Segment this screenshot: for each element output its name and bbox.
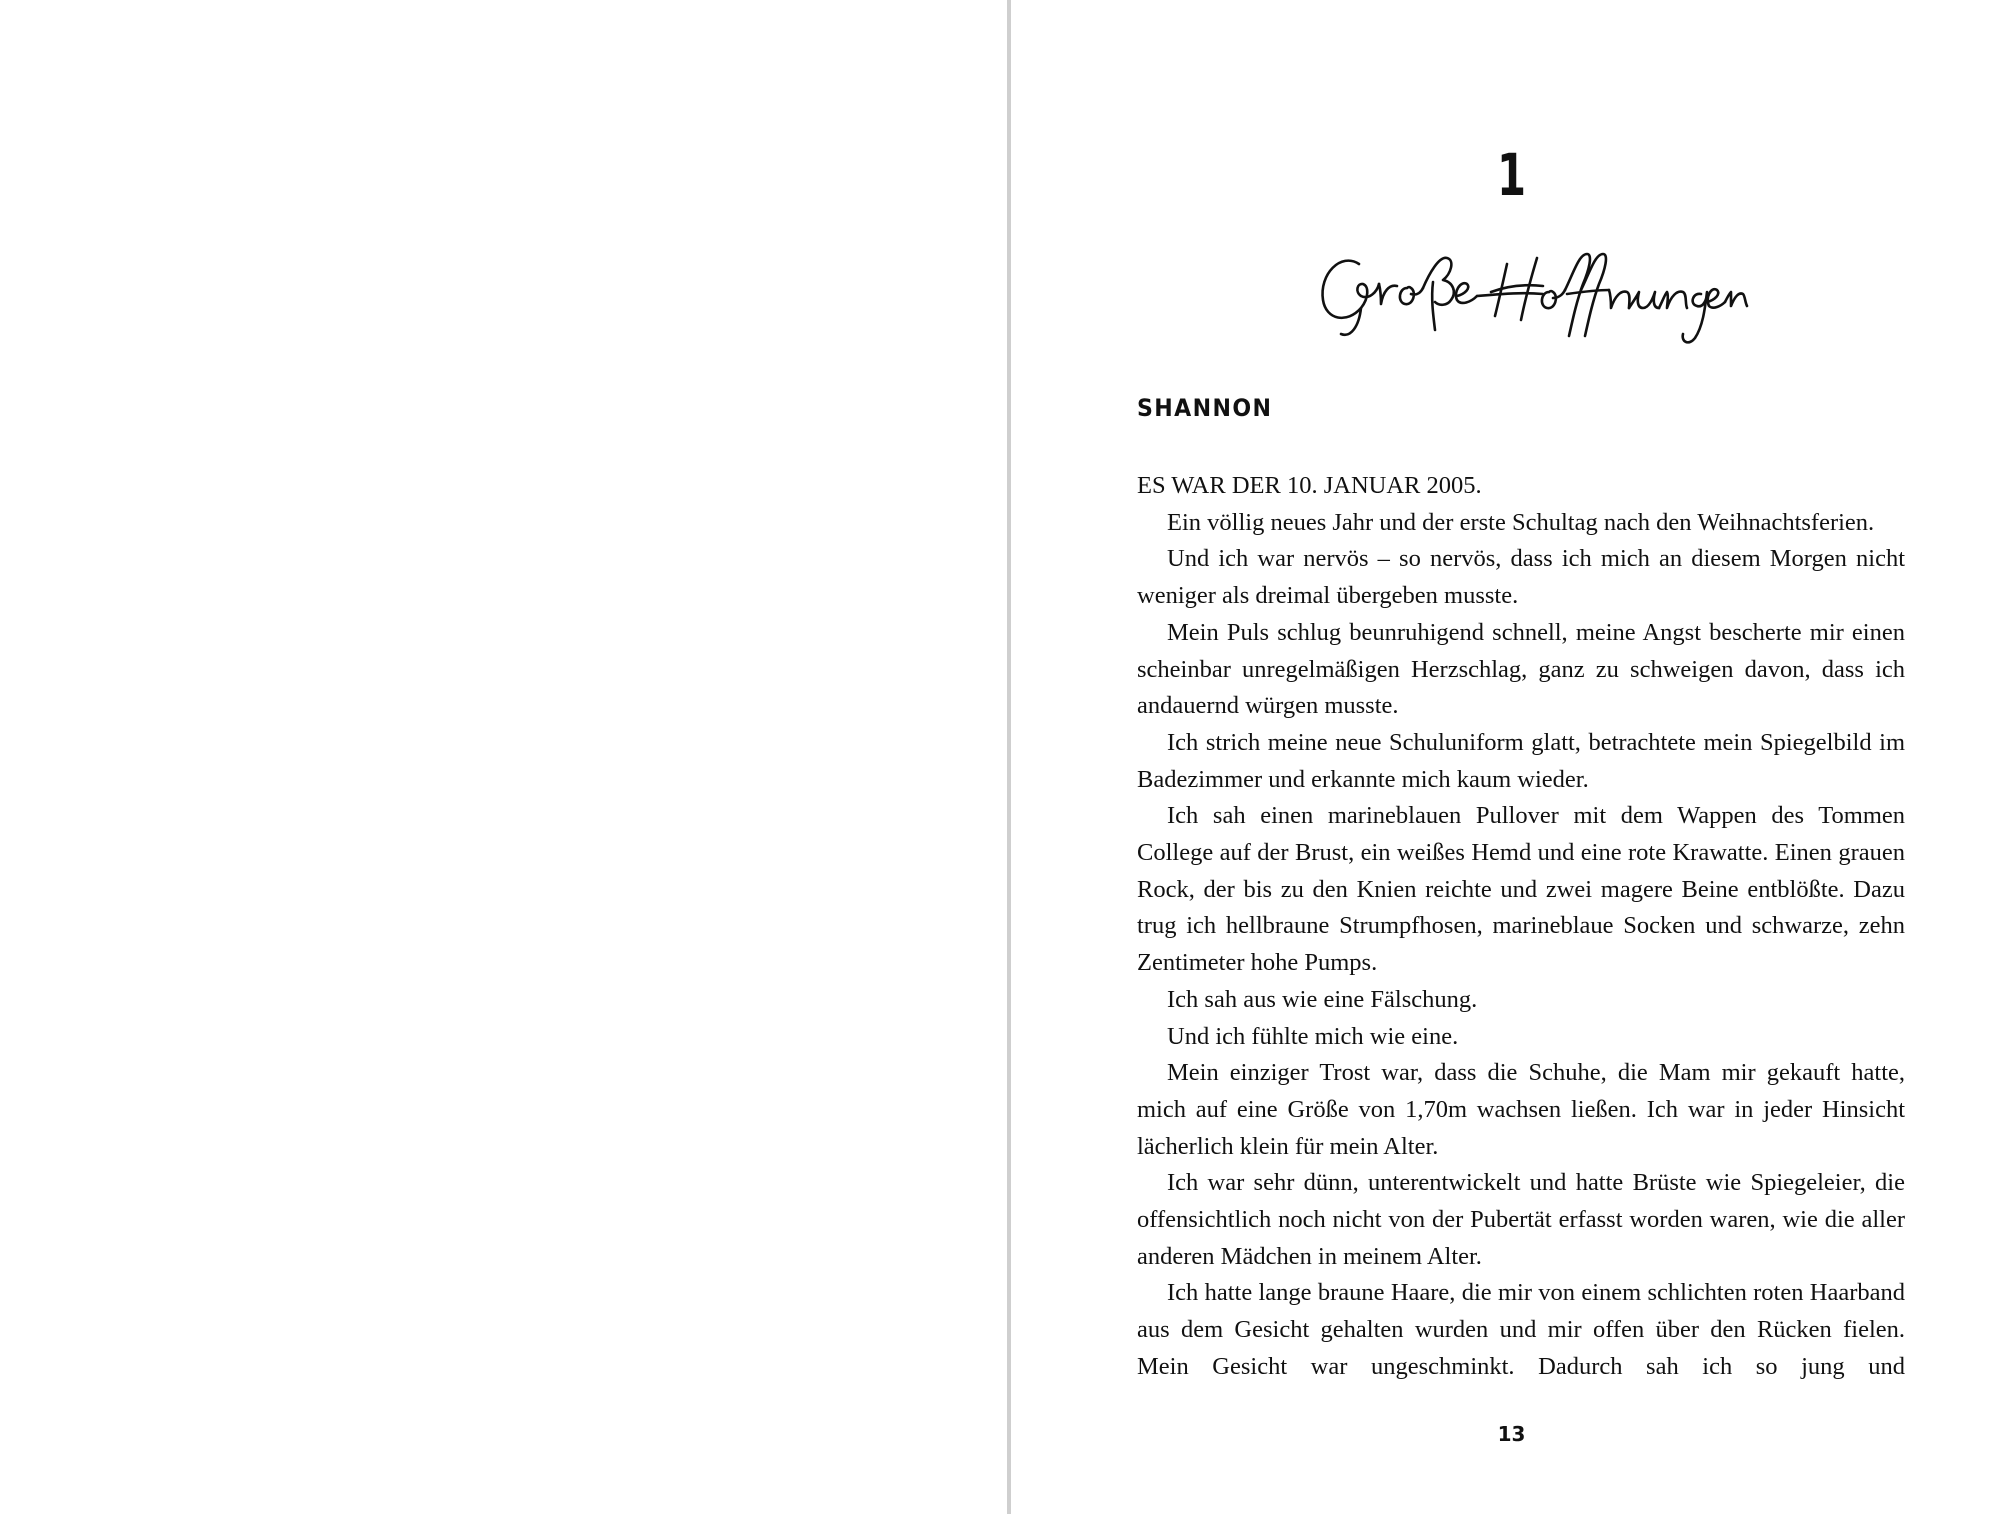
paragraph: Und ich fühlte mich wie eine. [1167,1022,1459,1050]
paragraph: ES WAR DER 10. JANUAR 2005. [1137,472,1482,499]
right-page [1011,0,2012,1514]
paragraph: Ein völlig neues Jahr und der erste Schultag nach den Weihnachtsferien. [1167,508,1875,536]
paragraph: Mein einziger Trost war, dass die Schuhe, die Mam mir gekauft hatte, mich auf eine Größe von 1,70m wachsen ließen. Ich war in jeder Hinsicht lächerlich klein für mein Alter. [1137,1059,1905,1160]
chapter-title-lettering [1311,234,1751,344]
chapter-number-container [1011,140,2012,210]
paragraph: Mein Puls schlug beunruhigend schnell, meine Angst bescherte mir einen scheinbar unregelmäßigen Herzschlag, ganz zu schweigen davon, dass ich andauernd würgen musste. [1137,618,1905,720]
paragraph: Und ich war nervös – so nervös, dass ich mich an diesem Morgen nicht weniger als dreimal übergeben musste. [1137,545,1905,610]
page-number: 13 [1497,1422,1526,1446]
chapter-body [1137,468,1905,1386]
paragraph: Ich war sehr dünn, unterentwickelt und hatte Brüste wie Spiegeleier, die offensichtlich noch nicht von der Pubertät erfasst worden waren, wie die aller anderen Mädchen in meinem Alter. [1137,1169,1905,1270]
paragraph: Ich hatte lange braune Haare, die mir von einem schlichten roten Haarband aus dem Gesicht gehalten wurden und mir offen über den Rücken fielen. Mein Gesicht war ungeschminkt. Dadurch sah ich so jung und [1137,1279,1905,1380]
paragraph: Ich strich meine neue Schuluniform glatt, betrachtete mein Spiegelbild im Badezimmer und erkannte mich kaum wieder. [1137,728,1905,793]
chapter-title-script [1311,234,1751,344]
paragraph: Ich sah aus wie eine Fälschung. [1167,985,1478,1013]
paragraph: Ich sah einen marineblauen Pullover mit dem Wappen des Tommen College auf der Brust, ein weißes Hemd und eine rote Krawatte. Einen grauen Rock, der bis zu den Knien reichte und zwei magere Beine entblößte. Dazu trug ich hellbraune Strumpfhosen, marineblaue Socken und schwarze, zehn Zentimeter hohe Pumps. [1137,802,1905,977]
chapter-number: 1 [1496,141,1527,209]
narrator-heading: SHANNON [1137,394,1273,422]
